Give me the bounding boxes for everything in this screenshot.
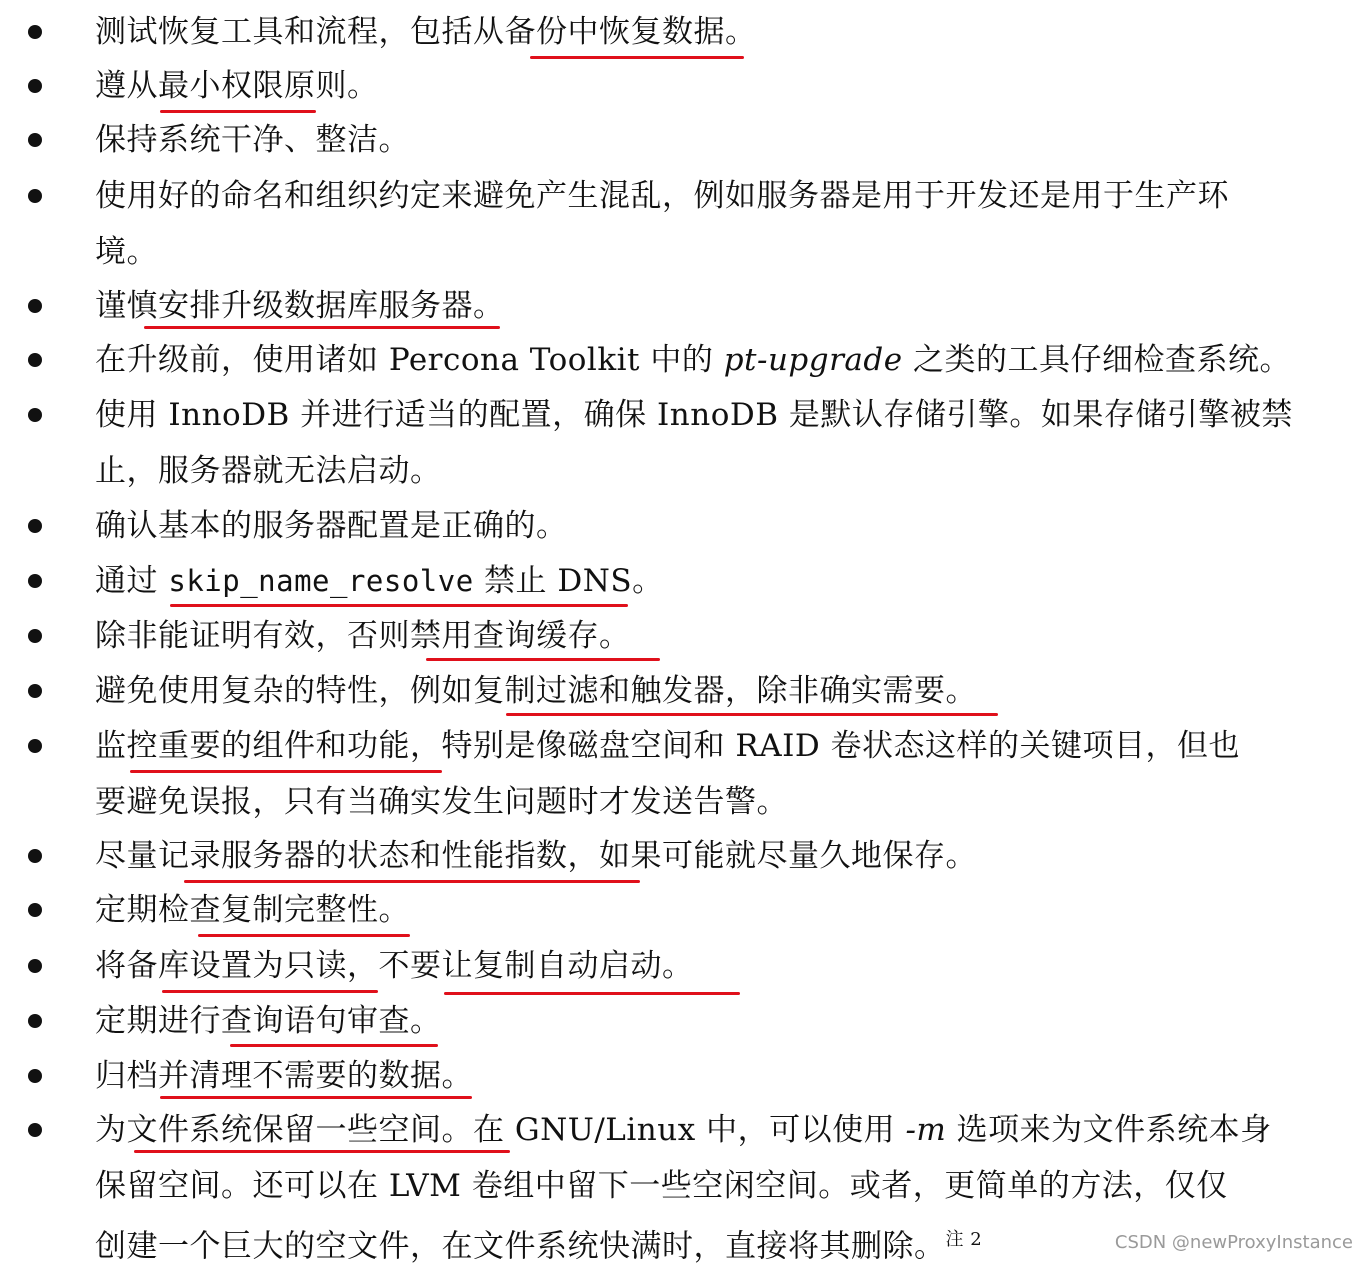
red-underline [230,1044,438,1047]
red-underline [144,326,500,329]
text-part: 通过 [95,563,169,599]
item-text: 保持系统干净、整洁。 [95,122,410,158]
red-underline [184,880,640,883]
item-text: 确认基本的服务器配置是正确的。 [95,508,568,544]
red-underline [530,56,744,59]
red-underline [170,604,628,607]
text-part: 创建一个巨大的空文件，在文件系统快满时，直接将其删除。 [95,1228,946,1265]
item-text: 归档并清理不需要的数据。 [95,1058,473,1094]
text-part: 在升级前，使用诸如 Percona Toolkit 中的 [95,342,724,378]
bullet-dot [28,353,42,367]
red-underline [160,110,316,113]
bullet-dot [28,408,42,422]
item-text [95,561,664,601]
bullet-dot [28,903,42,917]
footnote-marker: 注 2 [945,1229,983,1250]
bullet-dot [28,739,42,753]
item-text: 遵从最小权限原则。 [95,68,379,104]
tool-name: pt-upgrade [723,342,903,378]
item-text: 除非能证明有效，否则禁用查询缓存。 [95,618,631,654]
bullet-dot [28,1069,42,1083]
item-text-continued: 保留空间。还可以在 LVM 卷组中留下一些空闲空间。或者，更简单的方法，仅仅 [95,1168,1228,1204]
item-text: 测试恢复工具和流程，包括从备份中恢复数据。 [95,14,757,50]
bullet-dot [28,574,42,588]
item-text-continued: 境。 [95,234,158,270]
bullet-dot [28,519,42,533]
item-text: 尽量记录服务器的状态和性能指数，如果可能就尽量久地保存。 [95,838,977,874]
red-underline [130,770,442,773]
bullet-dot [28,849,42,863]
option-flag: -m [905,1112,947,1148]
item-text: 定期检查复制完整性。 [95,892,410,928]
red-underline [160,1096,472,1099]
bullet-dot [28,1014,42,1028]
item-text: 使用 InnoDB 并进行适当的配置，确保 InnoDB 是默认存储引擎。如果存储引擎被禁 [95,397,1293,433]
item-text [95,340,1291,380]
bullet-dot [28,684,42,698]
bullet-dot [28,959,42,973]
bullet-dot [28,133,42,147]
csdn-watermark: CSDN @newProxyInstance [1114,1232,1353,1253]
text-part: 为文件系统保留一些空间。在 GNU/Linux 中，可以使用 [95,1112,906,1148]
bullet-dot [28,25,42,39]
bullet-dot [28,1123,42,1137]
item-text: 将备库设置为只读，不要让复制自动启动。 [95,948,694,984]
bullet-dot [28,299,42,313]
text-part: 之类的工具仔细检查系统。 [902,342,1291,378]
item-text: 谨慎安排升级数据库服务器。 [95,288,505,324]
item-text: 使用好的命名和组织约定来避免产生混乱，例如服务器是用于开发还是用于生产环 [95,178,1229,214]
bullet-dot [28,189,42,203]
red-underline [198,934,410,937]
item-text: 避免使用复杂的特性，例如复制过滤和触发器，除非确实需要。 [95,673,977,709]
red-underline [506,713,998,716]
item-text-continued: 要避免误报，只有当确实发生问题时才发送告警。 [95,784,788,820]
red-underline [162,990,378,993]
text-part: 禁止 DNS。 [473,563,664,599]
red-underline [426,658,660,661]
item-text-continued: 止，服务器就无法启动。 [95,453,442,489]
bullet-dot [28,629,42,643]
item-text: 定期进行查询语句审查。 [95,1003,442,1039]
item-text [95,1110,1272,1150]
text-part: 选项来为文件系统本身 [946,1112,1272,1148]
item-text: 监控重要的组件和功能，特别是像磁盘空间和 RAID 卷状态这样的关键项目，但也 [95,728,1241,764]
config-option: skip_name_resolve [168,564,474,598]
red-underline [444,992,740,995]
bullet-dot [28,79,42,93]
red-underline [134,1150,510,1153]
item-text-continued [95,1220,982,1266]
